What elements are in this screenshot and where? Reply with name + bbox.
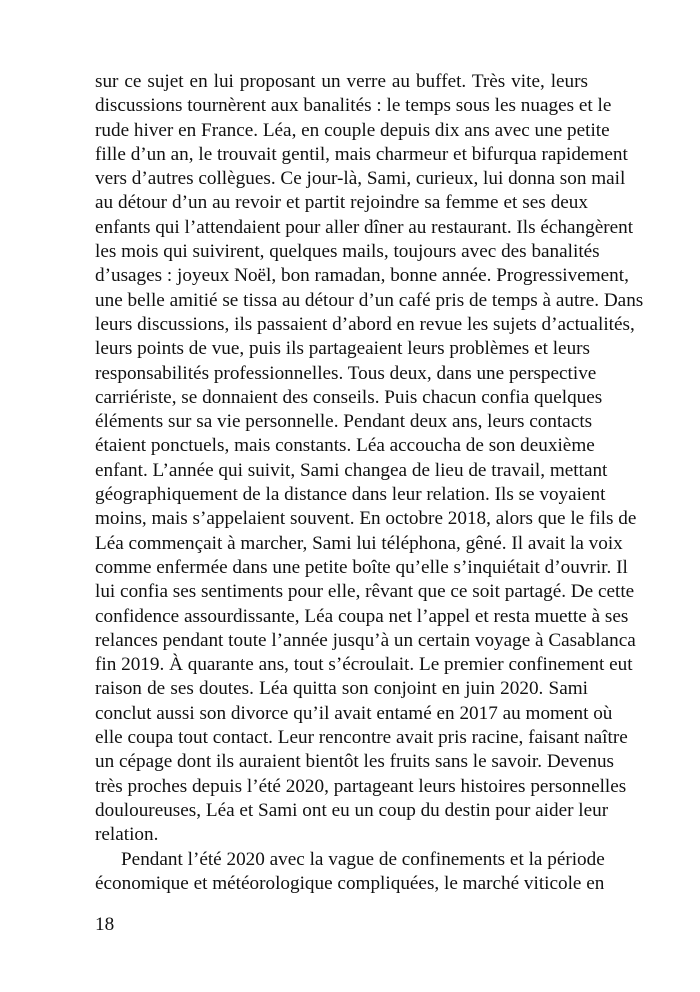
text-line: géographiquement de la distance dans leur relation. Ils se voyaient	[95, 484, 606, 506]
text-line: comme enfermée dans une petite boîte qu’elle s’inquiétait d’ouvrir. Il	[95, 556, 628, 578]
text-line: vers d’autres collègues. Ce jour-là, Sami, curieux, lui donna son mail	[95, 168, 626, 190]
text-line: discussions tournèrent aux banalités : le temps sous les nuages et le	[95, 95, 612, 117]
text-line: au détour d’un au revoir et partit rejoindre sa femme et ses deux	[95, 192, 588, 214]
page-body	[95, 70, 644, 896]
text-line: éléments sur sa vie personnelle. Pendant deux ans, leurs contacts	[95, 411, 593, 433]
paragraph	[95, 70, 644, 848]
text-line: Pendant l’été 2020 avec la vague de confinements et la période	[121, 848, 605, 870]
text-line: relation.	[95, 824, 159, 846]
text-line: leurs points de vue, puis ils partageaient leurs problèmes et leurs	[95, 338, 591, 360]
text-line: les mois qui suivirent, quelques mails, toujours avec des banalités	[95, 241, 600, 263]
text-line: Léa commençait à marcher, Sami lui téléphona, gêné. Il avait la voix	[95, 532, 623, 554]
text-line: enfants qui l’attendaient pour aller dîner au restaurant. Ils échangèrent	[95, 216, 634, 238]
text-line: fille d’un an, le trouvait gentil, mais charmeur et bifurqua rapidement	[95, 143, 628, 165]
text-line: très proches depuis l’été 2020, partageant leurs histoires personnelles	[95, 775, 627, 797]
text-line: d’usages : joyeux Noël, bon ramadan, bonne année. Progressivement,	[95, 265, 629, 287]
text-line: carriériste, se donnaient des conseils. Puis chacun confia quelques	[95, 386, 603, 408]
text-line: rude hiver en France. Léa, en couple depuis dix ans avec une petite	[95, 119, 610, 141]
text-line: douloureuses, Léa et Sami ont eu un coup du destin pour aider leur	[95, 799, 609, 821]
text-line: un cépage dont ils auraient bientôt les fruits sans le savoir. Devenus	[95, 751, 614, 773]
text-line: étaient ponctuels, mais constants. Léa accoucha de son deuxième	[95, 435, 595, 457]
text-line: raison de ses doutes. Léa quitta son conjoint en juin 2020. Sami	[95, 678, 588, 700]
text-line: lui confia ses sentiments pour elle, rêvant que ce soit partagé. De cette	[95, 581, 635, 603]
text-line: moins, mais s’appelaient souvent. En octobre 2018, alors que le fils de	[95, 508, 637, 530]
text-line: une belle amitié se tissa au détour d’un café pris de temps à autre. Dans	[95, 289, 644, 311]
text-line: leurs discussions, ils passaient d’abord en revue les sujets d’actualités,	[95, 313, 635, 335]
text-line: enfant. L’année qui suivit, Sami changea de lieu de travail, mettant	[95, 459, 608, 481]
text-line: sur ce sujet en lui proposant un verre au buffet. Très vite, leurs	[95, 71, 588, 92]
page-number: 18	[95, 914, 115, 935]
text-line: responsabilités professionnelles. Tous deux, dans une perspective	[95, 362, 597, 384]
text-line: elle coupa tout contact. Leur rencontre avait pris racine, faisant naître	[95, 727, 628, 749]
text-line: conclut aussi son divorce qu’il avait entamé en 2017 au moment où	[95, 702, 613, 724]
text-line: confidence assourdissante, Léa coupa net l’appel et resta muette à ses	[95, 605, 629, 627]
text-line: relances pendant toute l’année jusqu’à un certain voyage à Casablanca	[95, 629, 636, 651]
paragraph	[95, 848, 605, 897]
text-line: fin 2019. À quarante ans, tout s’écroulait. Le premier confinement eut	[95, 654, 633, 676]
text-line: économique et météorologique compliquées, le marché viticole en	[95, 872, 605, 894]
